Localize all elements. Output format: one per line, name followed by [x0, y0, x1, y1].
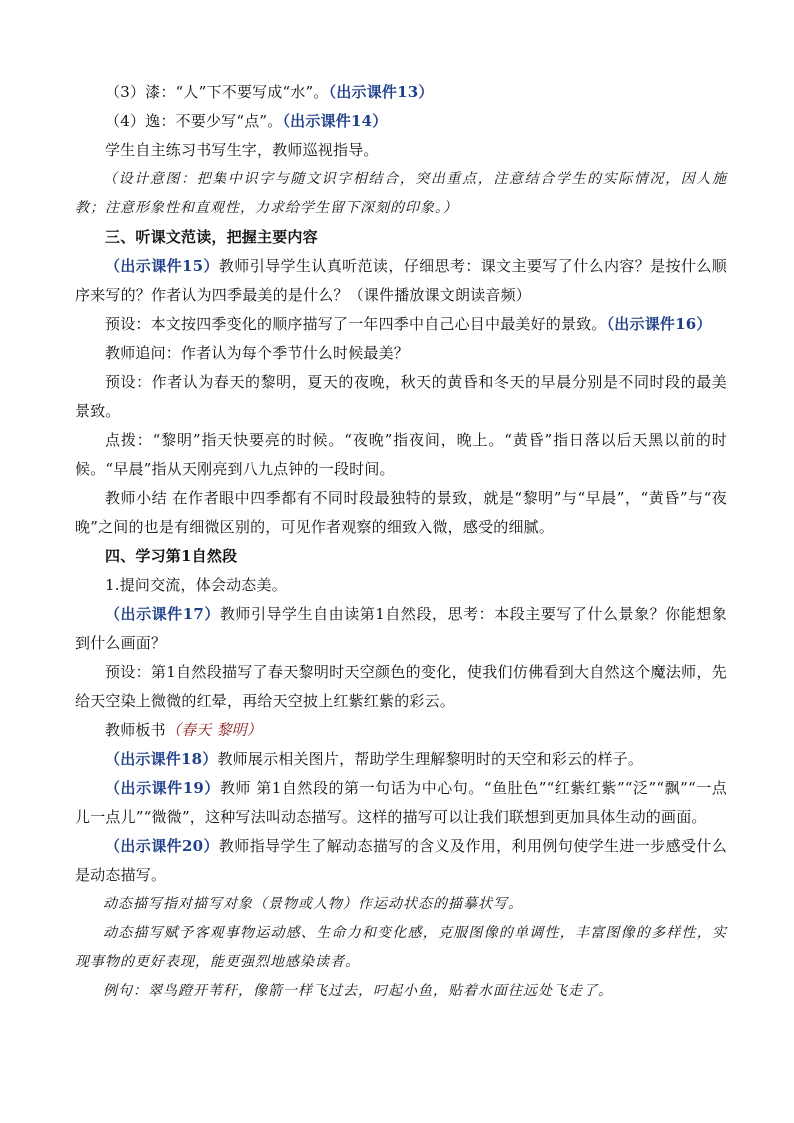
paragraph: 点拨：“黎明”指天快要亮的时候。“夜晚”指夜间，晚上。“黄昏”指日落以后天黑以前的时候。“早晨”指从天刚亮到八九点钟的一段时间。 — [75, 431, 727, 478]
slide-reference: （出示课件16） — [606, 315, 712, 333]
slide-reference: （出示课件15） — [105, 257, 219, 275]
paragraph — [75, 107, 727, 136]
paragraph: 学生自主练习书写生字，教师巡视指导。 — [105, 141, 379, 159]
text: 预设：本文按四季变化的顺序描写了一年四季中自己心目中最美好的景致。 — [105, 315, 607, 333]
paragraph — [75, 716, 727, 745]
paragraph — [75, 78, 727, 107]
slide-reference: （出示课件20） — [105, 837, 219, 855]
text: 教师引导学生自由读第1自然段，思考：本段主要写了什么景象？你能想象到什么画面？ — [75, 605, 727, 652]
slide-reference: （出示课件14） — [282, 112, 388, 130]
paragraph — [75, 745, 727, 774]
section-heading: 三、听课文范读，把握主要内容 — [105, 228, 318, 246]
function-note: 动态描写赋予客观事物运动感、生命力和变化感，克服图像的单调性，丰富图像的多样性，实现事物的更好表现，能更强烈地感染读者。 — [75, 925, 727, 970]
slide-reference: （出示课件13） — [328, 83, 434, 101]
example-sentence: 例句：翠鸟蹬开苇秆，像箭一样飞过去，叼起小鱼，贴着水面往远处飞走了。 — [103, 983, 613, 999]
definition-note: 动态描写指对描写对象（景物或人物）作运动状态的描摹状写。 — [103, 896, 523, 912]
slide-reference: （出示课件17） — [105, 605, 220, 623]
paragraph — [75, 774, 727, 832]
text: 教师展示相关图片，帮助学生理解黎明时的天空和彩云的样子。 — [217, 750, 644, 768]
paragraph — [75, 600, 727, 658]
paragraph — [75, 252, 727, 310]
text: （4）逸：不要少写“点”。 — [105, 112, 283, 130]
paragraph: 预设：第1自然段描写了春天黎明时天空颜色的变化，使我们仿佛看到大自然这个魔法师，先给天空染上微微的红晕，再给天空披上红紫红紫的彩云。 — [75, 663, 727, 710]
design-intent-note: （设计意图：把集中识字与随文识字相结合，突出重点，注意结合学生的实际情况，因人施教；注意形象性和直观性，力求给学生留下深刻的印象。） — [75, 171, 727, 216]
paragraph: 预设：作者认为春天的黎明，夏天的夜晚，秋天的黄昏和冬天的早晨分别是不同时段的最美景致。 — [75, 373, 727, 420]
text: （3）漆：“人”下不要写成“水”。 — [105, 83, 329, 101]
document-page — [75, 78, 727, 1006]
text: 教师引导学生认真听范读，仔细思考：课文主要写了什么内容？是按什么顺序来写的？作者认为四季最美的是什么？（课件播放课文朗读音频） — [75, 257, 727, 304]
paragraph: 教师小结 在作者眼中四季都有不同时段最独特的景致，就是“黎明”与“早晨”，“黄昏”与“夜晚”之间的也是有细微区别的，可见作者观察的细致入微，感受的细腻。 — [75, 489, 727, 536]
text: 教师板书 — [105, 721, 166, 739]
paragraph: 教师追问：作者认为每个季节什么时候最美？ — [105, 344, 410, 362]
paragraph — [75, 310, 727, 339]
paragraph — [75, 832, 727, 890]
text: 教师 第1自然段的第一句话为中心句。“鱼肚色”“红紫红紫”“泛”“飘”“一点儿一点儿”“微微”，这种写法叫动态描写。这样的描写可以让我们联想到更加具体生动的画面。 — [75, 779, 727, 826]
slide-reference: （出示课件18） — [105, 750, 218, 768]
slide-reference: （出示课件19） — [105, 779, 220, 797]
section-heading: 四、学习第1自然段 — [105, 547, 238, 565]
text: 教师指导学生了解动态描写的含义及作用，利用例句使学生进一步感受什么是动态描写。 — [75, 837, 727, 884]
paragraph: 1.提问交流，体会动态美。 — [105, 576, 287, 594]
blackboard-note: （春天 黎明） — [165, 721, 262, 739]
